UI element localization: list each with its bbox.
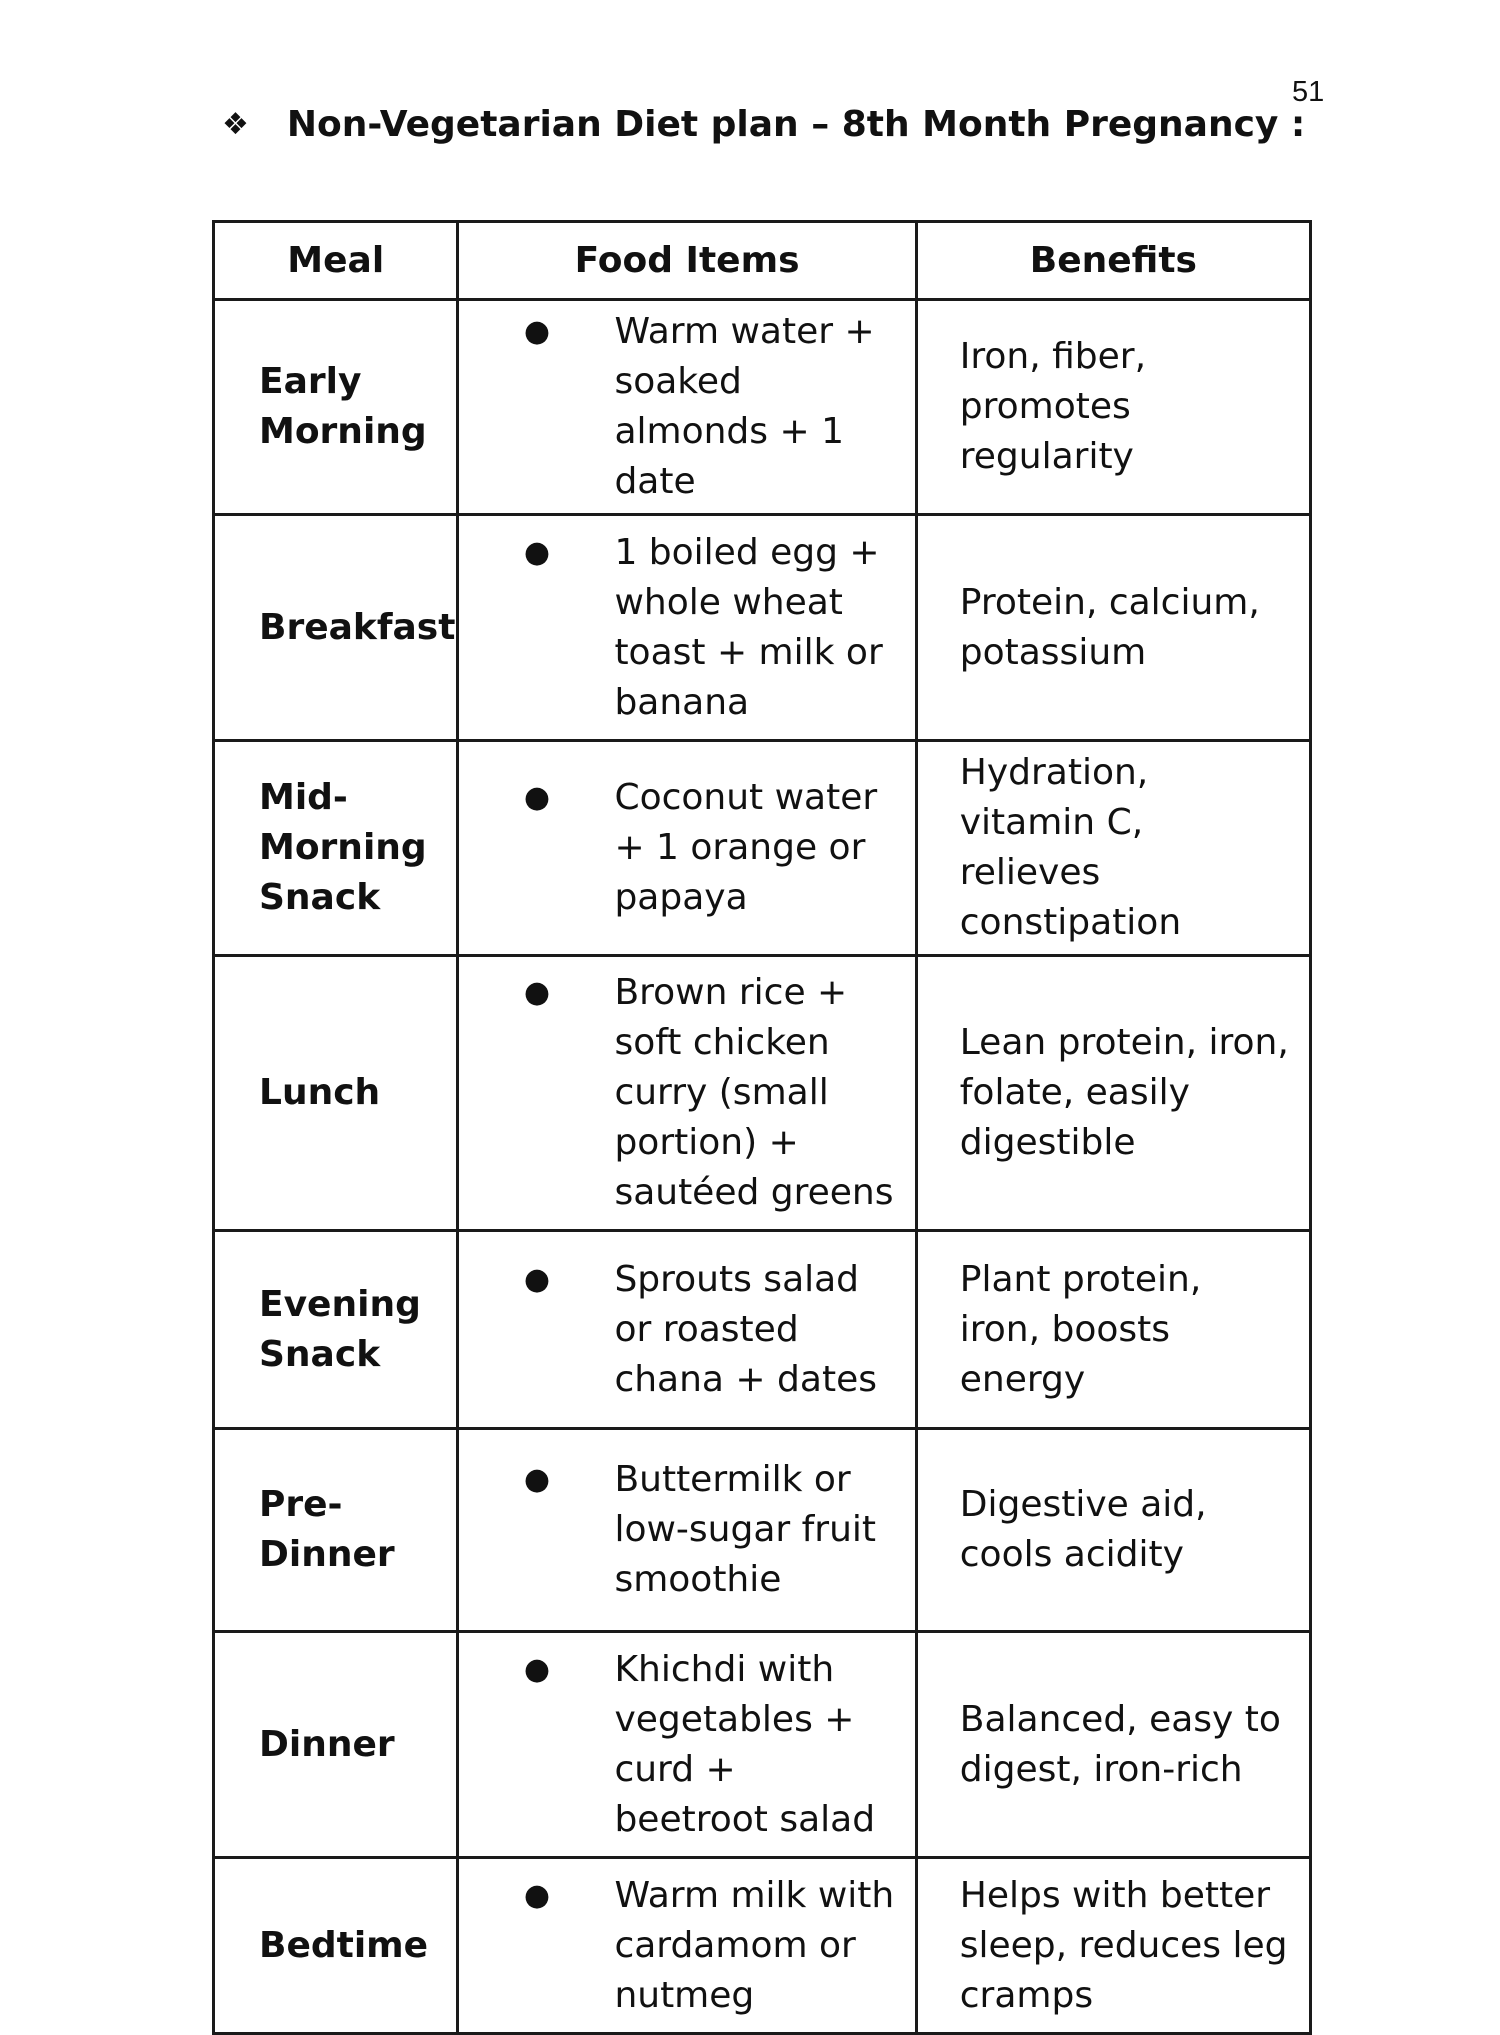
food-text: 1 boiled egg + whole wheat toast + milk or banana bbox=[614, 531, 883, 723]
food-text: Warm water + soaked almonds + 1 date bbox=[614, 311, 875, 502]
benefits-cell: Iron, fiber, promotes regularity bbox=[916, 300, 1310, 515]
bullet-icon: ● bbox=[523, 1261, 551, 1297]
table-row bbox=[214, 1231, 1311, 1429]
food-cell bbox=[458, 1429, 916, 1632]
food-text: Khichdi with vegetables + curd + beetroot salad bbox=[614, 1648, 876, 1840]
food-cell bbox=[458, 300, 916, 515]
food-cell bbox=[458, 1858, 916, 2034]
table-header-row bbox=[214, 222, 1311, 300]
diet-plan-table bbox=[212, 220, 1312, 2035]
food-cell bbox=[458, 515, 916, 741]
header-benefits: Benefits bbox=[916, 222, 1310, 300]
table-row bbox=[214, 1429, 1311, 1632]
meal-cell: Bedtime bbox=[214, 1858, 458, 2034]
food-text: Coconut water + 1 orange or papaya bbox=[614, 777, 878, 918]
table-row bbox=[214, 1632, 1311, 1858]
food-text: Buttermilk or low-sugar fruit smoothie bbox=[614, 1459, 877, 1600]
meal-cell: Early Morning bbox=[214, 300, 458, 515]
diamond-bullet-icon: ❖ bbox=[222, 107, 249, 142]
bullet-icon: ● bbox=[523, 975, 551, 1010]
food-text: Sprouts salad or roasted chana + dates bbox=[614, 1258, 877, 1400]
benefits-cell: Digestive aid, cools acidity bbox=[916, 1429, 1310, 1632]
bullet-icon: ● bbox=[523, 1877, 551, 1913]
header-meal: Meal bbox=[214, 222, 458, 300]
meal-cell: Breakfast bbox=[214, 515, 458, 741]
meal-cell: Dinner bbox=[214, 1632, 458, 1858]
food-cell bbox=[458, 1231, 916, 1429]
food-text: Warm milk with cardamom or nutmeg bbox=[614, 1874, 895, 2016]
benefits-cell: Plant protein, iron, boosts energy bbox=[916, 1231, 1310, 1429]
header-food-items: Food Items bbox=[458, 222, 916, 300]
bullet-icon: ● bbox=[523, 1462, 551, 1497]
benefits-cell: Helps with better sleep, reduces leg cramps bbox=[916, 1858, 1310, 2034]
table-row bbox=[214, 741, 1311, 956]
meal-cell: Evening Snack bbox=[214, 1231, 458, 1429]
page-title: Non-Vegetarian Diet plan – 8th Month Pregnancy : bbox=[286, 104, 1306, 145]
bullet-icon: ● bbox=[523, 1651, 551, 1687]
table-row bbox=[214, 300, 1311, 515]
table-row bbox=[214, 1858, 1311, 2034]
bullet-icon: ● bbox=[523, 314, 551, 349]
bullet-icon: ● bbox=[523, 534, 551, 570]
meal-cell: Pre-Dinner bbox=[214, 1429, 458, 1632]
meal-cell: Lunch bbox=[214, 956, 458, 1231]
food-text: Brown rice + soft chicken curry (small portion) + sautéed greens bbox=[614, 972, 894, 1213]
bullet-icon: ● bbox=[523, 780, 551, 815]
page-number: 51 bbox=[1292, 76, 1325, 108]
table-row bbox=[214, 956, 1311, 1231]
food-cell bbox=[458, 956, 916, 1231]
food-cell bbox=[458, 741, 916, 956]
benefits-cell: Hydration, vitamin C, relieves constipation bbox=[916, 741, 1310, 956]
benefits-cell: Balanced, easy to digest, iron-rich bbox=[916, 1632, 1310, 1858]
benefits-cell: Protein, calcium, potassium bbox=[916, 515, 1310, 741]
meal-cell: Mid-Morning Snack bbox=[214, 741, 458, 956]
benefits-cell: Lean protein, iron, folate, easily digestible bbox=[916, 956, 1310, 1231]
page-heading bbox=[222, 104, 1305, 145]
table-row bbox=[214, 515, 1311, 741]
food-cell bbox=[458, 1632, 916, 1858]
